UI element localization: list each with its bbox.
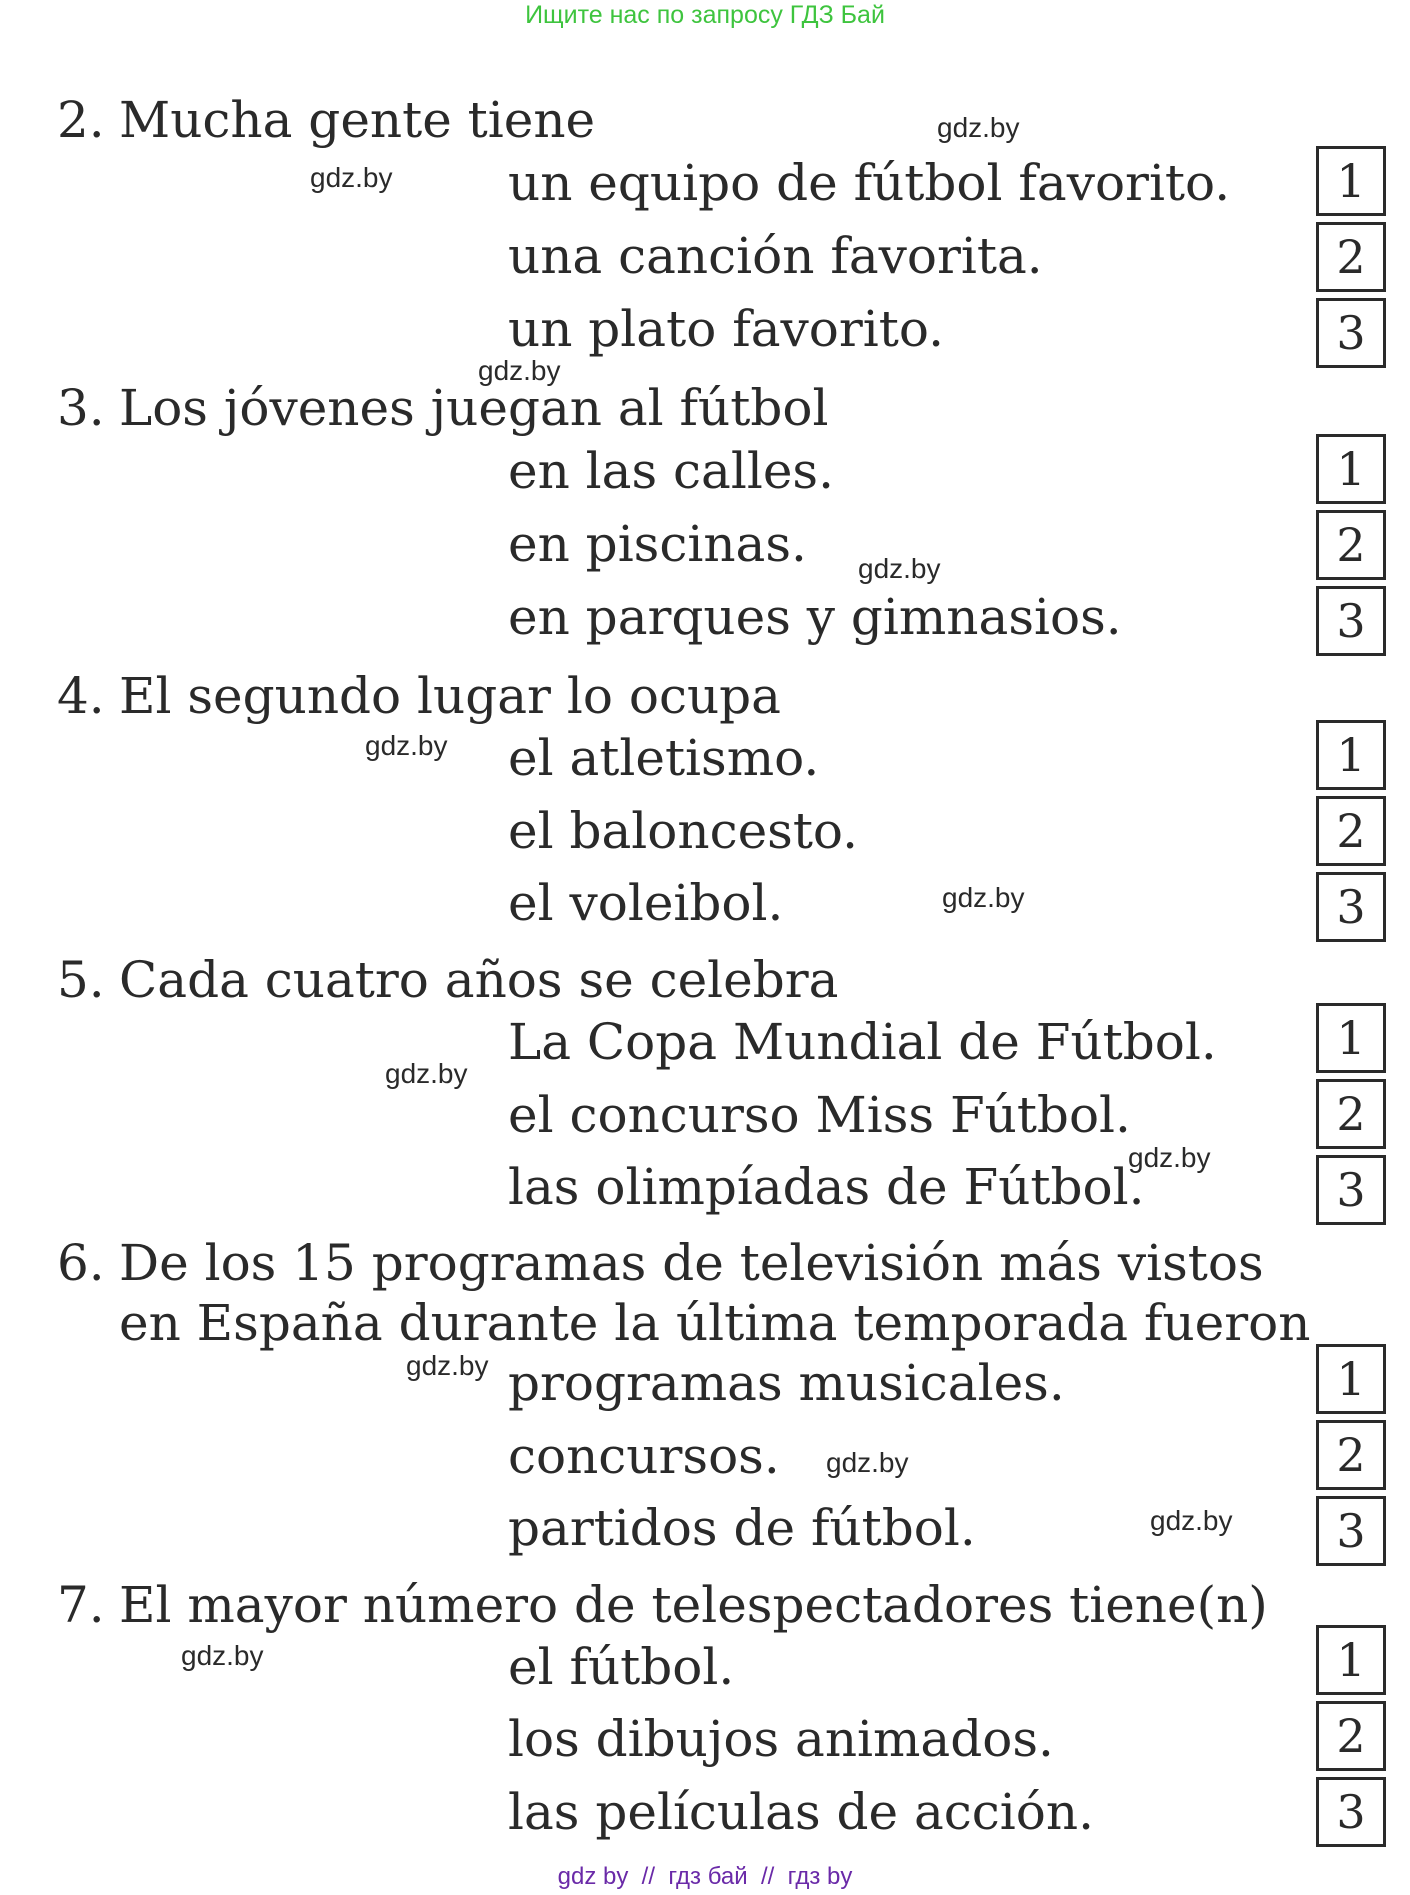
q6-answer-box-2[interactable]: 2 bbox=[1316, 1420, 1386, 1490]
q6-option-1: programas musicales. bbox=[508, 1354, 1065, 1412]
q3-answer-box-3[interactable]: 3 bbox=[1316, 586, 1386, 656]
q7-option-2: los dibujos animados. bbox=[508, 1710, 1054, 1768]
q5-answer-box-1[interactable]: 1 bbox=[1316, 1003, 1386, 1073]
watermark: gdz.by bbox=[310, 162, 393, 193]
watermark: gdz.by bbox=[942, 882, 1025, 913]
q3-option-1: en las calles. bbox=[508, 442, 834, 500]
q2-answer-box-2[interactable]: 2 bbox=[1316, 222, 1386, 292]
question-5 bbox=[57, 950, 838, 1010]
watermark: gdz.by bbox=[385, 1058, 468, 1089]
question-number: 7. bbox=[57, 1576, 105, 1634]
question-number: 2. bbox=[57, 91, 105, 149]
watermark: gdz.by bbox=[858, 553, 941, 584]
q5-option-1: La Copa Mundial de Fútbol. bbox=[508, 1013, 1217, 1071]
q2-answer-box-1[interactable]: 1 bbox=[1316, 146, 1386, 216]
question-prompt-continuation: en España durante la última temporada fueron bbox=[119, 1294, 1311, 1352]
question-prompt: Mucha gente tiene bbox=[119, 91, 596, 149]
question-number: 4. bbox=[57, 667, 105, 725]
q3-answer-box-2[interactable]: 2 bbox=[1316, 510, 1386, 580]
question-prompt: Los jóvenes juegan al fútbol bbox=[119, 379, 829, 437]
q3-option-2: en piscinas. bbox=[508, 515, 807, 573]
q2-option-3: un plato favorito. bbox=[508, 300, 944, 358]
question-3 bbox=[57, 378, 828, 438]
q6-answer-box-1[interactable]: 1 bbox=[1316, 1344, 1386, 1414]
q5-answer-box-3[interactable]: 3 bbox=[1316, 1155, 1386, 1225]
watermark: gdz.by bbox=[1150, 1505, 1233, 1536]
header-banner: Ищите нас по запросу ГДЗ Бай bbox=[525, 1, 885, 29]
watermark: gdz.by bbox=[1128, 1142, 1211, 1173]
question-prompt: Cada cuatro años se celebra bbox=[119, 951, 839, 1009]
watermark: gdz.by bbox=[181, 1640, 264, 1671]
watermark: gdz.by bbox=[937, 112, 1020, 143]
question-6 bbox=[57, 1233, 1310, 1353]
q5-option-3: las olimpíadas de Fútbol. bbox=[508, 1158, 1145, 1216]
footer-links: gdz by // гдз бай // гдз by bbox=[557, 1863, 853, 1890]
question-7 bbox=[57, 1575, 1268, 1635]
q7-answer-box-1[interactable]: 1 bbox=[1316, 1625, 1386, 1695]
question-number: 6. bbox=[57, 1234, 105, 1292]
watermark: gdz.by bbox=[826, 1447, 909, 1478]
question-2 bbox=[57, 90, 595, 150]
q5-option-2: el concurso Miss Fútbol. bbox=[508, 1086, 1131, 1144]
q5-answer-box-2[interactable]: 2 bbox=[1316, 1079, 1386, 1149]
q6-answer-box-3[interactable]: 3 bbox=[1316, 1496, 1386, 1566]
q2-option-1: un equipo de fútbol favorito. bbox=[508, 154, 1231, 212]
question-prompt: El segundo lugar lo ocupa bbox=[119, 667, 781, 725]
q2-answer-box-3[interactable]: 3 bbox=[1316, 298, 1386, 368]
question-number: 3. bbox=[57, 379, 105, 437]
question-number: 5. bbox=[57, 951, 105, 1009]
q6-option-2: concursos. bbox=[508, 1427, 780, 1485]
q4-option-2: el baloncesto. bbox=[508, 802, 859, 860]
watermark: gdz.by bbox=[365, 730, 448, 761]
q3-answer-box-1[interactable]: 1 bbox=[1316, 434, 1386, 504]
q7-answer-box-3[interactable]: 3 bbox=[1316, 1777, 1386, 1847]
q7-option-3: las películas de acción. bbox=[508, 1783, 1094, 1841]
q4-answer-box-1[interactable]: 1 bbox=[1316, 720, 1386, 790]
question-4 bbox=[57, 666, 781, 726]
q7-option-1: el fútbol. bbox=[508, 1638, 735, 1696]
q6-option-3: partidos de fútbol. bbox=[508, 1499, 976, 1557]
question-prompt: El mayor número de telespectadores tiene(n) bbox=[119, 1576, 1268, 1634]
question-prompt: De los 15 programas de televisión más vistos bbox=[119, 1234, 1264, 1292]
q3-option-3: en parques y gimnasios. bbox=[508, 588, 1122, 646]
q2-option-2: una canción favorita. bbox=[508, 227, 1043, 285]
q4-answer-box-3[interactable]: 3 bbox=[1316, 872, 1386, 942]
q4-option-3: el voleibol. bbox=[508, 874, 784, 932]
q4-answer-box-2[interactable]: 2 bbox=[1316, 796, 1386, 866]
watermark: gdz.by bbox=[478, 355, 561, 386]
watermark: gdz.by bbox=[406, 1350, 489, 1381]
q4-option-1: el atletismo. bbox=[508, 729, 820, 787]
q7-answer-box-2[interactable]: 2 bbox=[1316, 1701, 1386, 1771]
